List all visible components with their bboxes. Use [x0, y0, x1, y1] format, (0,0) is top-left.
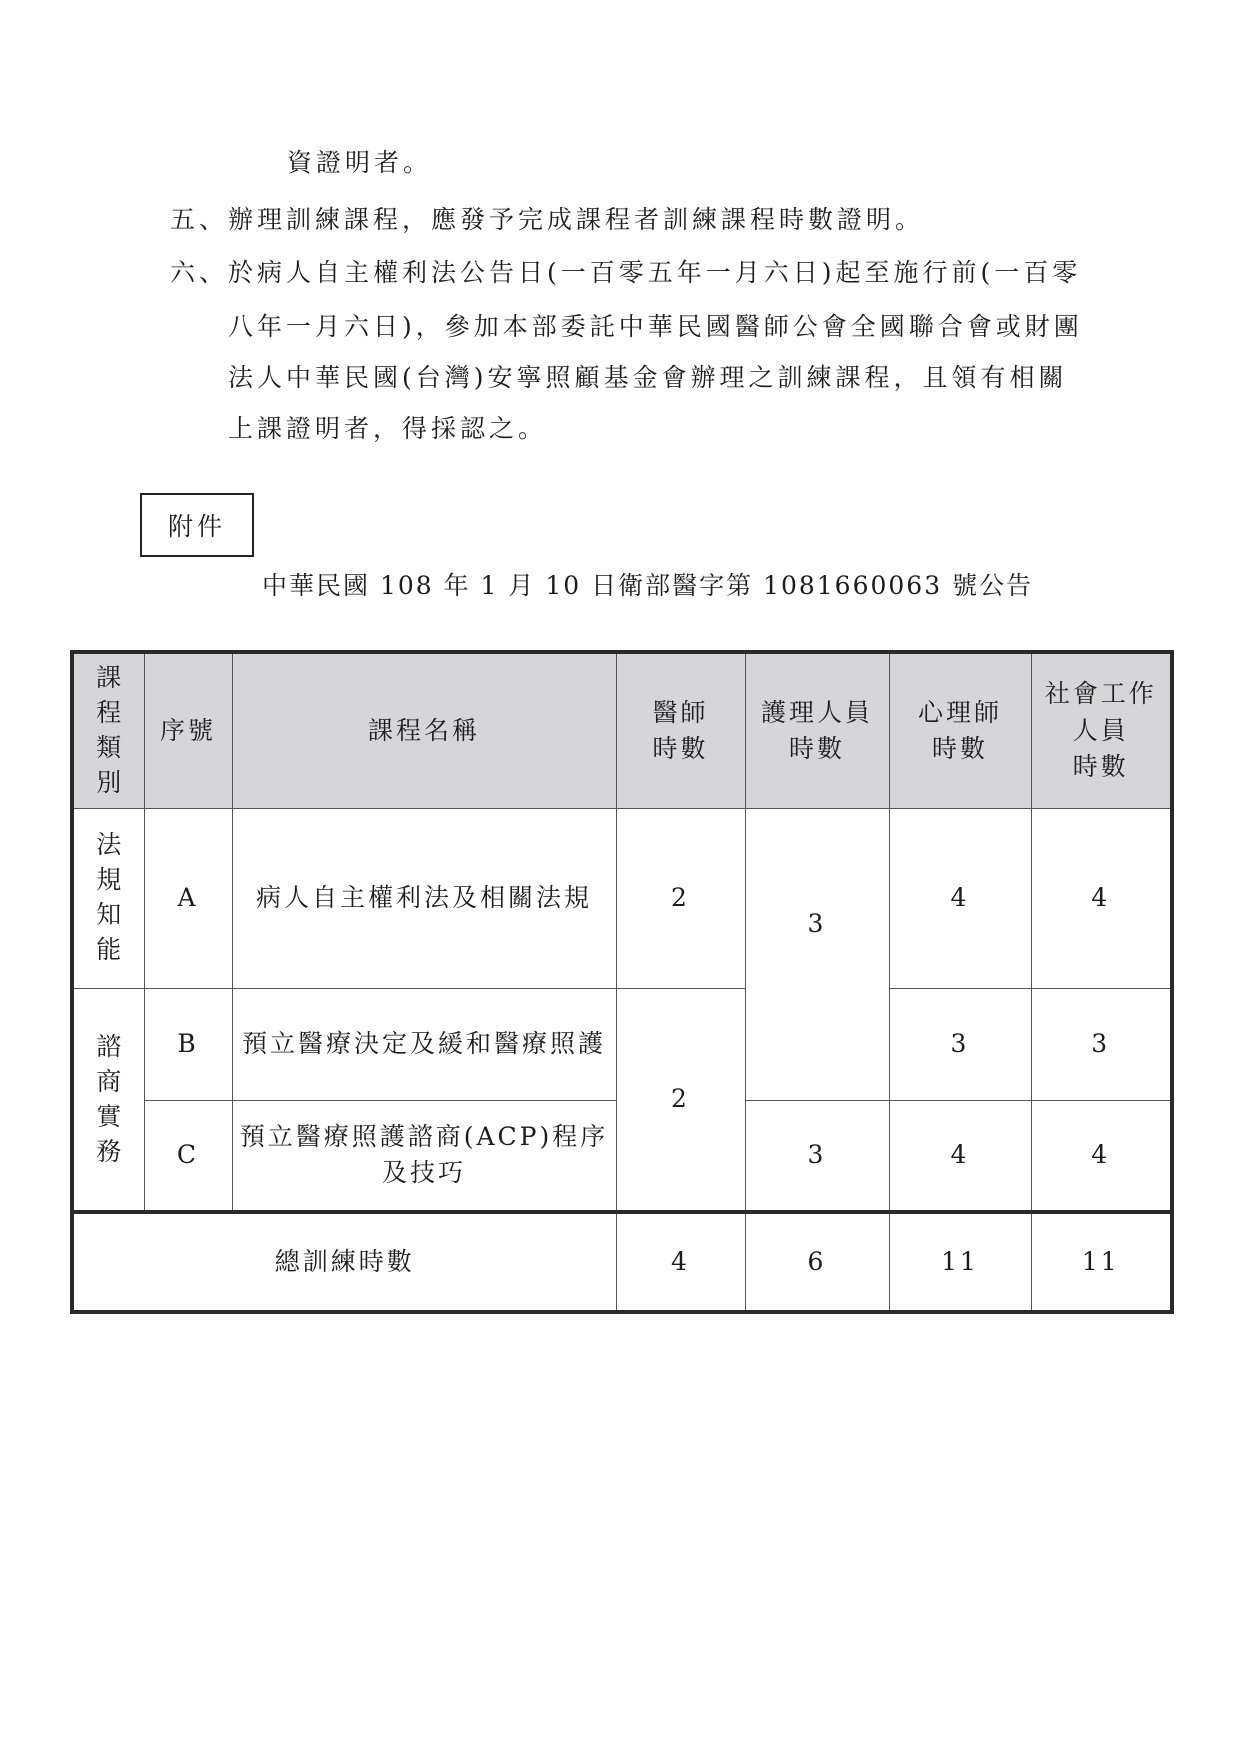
item-six-line-3: 法人中華民國(台灣)安寧照顧基金會辦理之訓練課程，且領有相關: [228, 363, 1068, 392]
header-social-hours: 社會工作 人員 時數: [1031, 652, 1172, 808]
item-six-line-1: 六、於病人自主權利法公告日(一百零五年一月六日)起至施行前(一百零: [170, 258, 1082, 287]
social-hours-cell: 4: [1031, 1100, 1172, 1212]
text-line-1: 資證明者。: [287, 148, 433, 177]
header-doctor-hours: 醫師 時數: [616, 652, 745, 808]
table-row: [72, 808, 1172, 988]
serial-cell: C: [144, 1100, 232, 1212]
psych-hours-cell: 4: [889, 1100, 1031, 1212]
serial-cell: A: [144, 808, 232, 988]
header-course-name: 課程名稱: [232, 652, 616, 808]
social-hours-cell: 3: [1031, 988, 1172, 1100]
item-five: 五、辦理訓練課程，應發予完成課程者訓練課程時數證明。: [170, 205, 925, 234]
course-name-cell: 病人自主權利法及相關法規: [232, 808, 616, 988]
item-six-line-2: 八年一月六日)，參加本部委託中華民國醫師公會全國聯合會或財團: [228, 312, 1083, 341]
serial-cell: B: [144, 988, 232, 1100]
course-name-cell: 預立醫療決定及緩和醫療照護: [232, 988, 616, 1100]
psych-hours-cell: 4: [889, 808, 1031, 988]
total-label: 總訓練時數: [72, 1212, 616, 1312]
announcement-notice: 中華民國 108 年 1 月 10 日衛部醫字第 1081660063 號公告: [262, 571, 1034, 600]
total-row: [72, 1212, 1172, 1312]
total-psych-hours: 11: [889, 1212, 1031, 1312]
item-six-line-4: 上課證明者，得採認之。: [228, 414, 548, 443]
header-serial: 序號: [144, 652, 232, 808]
total-social-hours: 11: [1031, 1212, 1172, 1312]
course-hours-table: [70, 650, 1174, 1314]
doctor-hours-cell: 2: [616, 808, 745, 988]
attachment-label: 附件: [140, 493, 254, 557]
total-nurse-hours: 6: [745, 1212, 889, 1312]
social-hours-cell: 4: [1031, 808, 1172, 988]
table-row: [72, 988, 1172, 1100]
header-psych-hours: 心理師 時數: [889, 652, 1031, 808]
total-doctor-hours: 4: [616, 1212, 745, 1312]
doctor-hours-merged-cell: 2: [616, 988, 745, 1212]
nurse-hours-cell: 3: [745, 1100, 889, 1212]
category-cell: 諮商實務: [72, 988, 144, 1212]
course-name-cell: 預立醫療照護諮商(ACP)程序及技巧: [232, 1100, 616, 1212]
header-nurse-hours: 護理人員 時數: [745, 652, 889, 808]
category-cell: 法規知能: [72, 808, 144, 988]
table-header-row: [72, 652, 1172, 808]
header-category: 課程類別: [72, 652, 144, 808]
nurse-hours-merged-cell: 3: [745, 808, 889, 1100]
psych-hours-cell: 3: [889, 988, 1031, 1100]
